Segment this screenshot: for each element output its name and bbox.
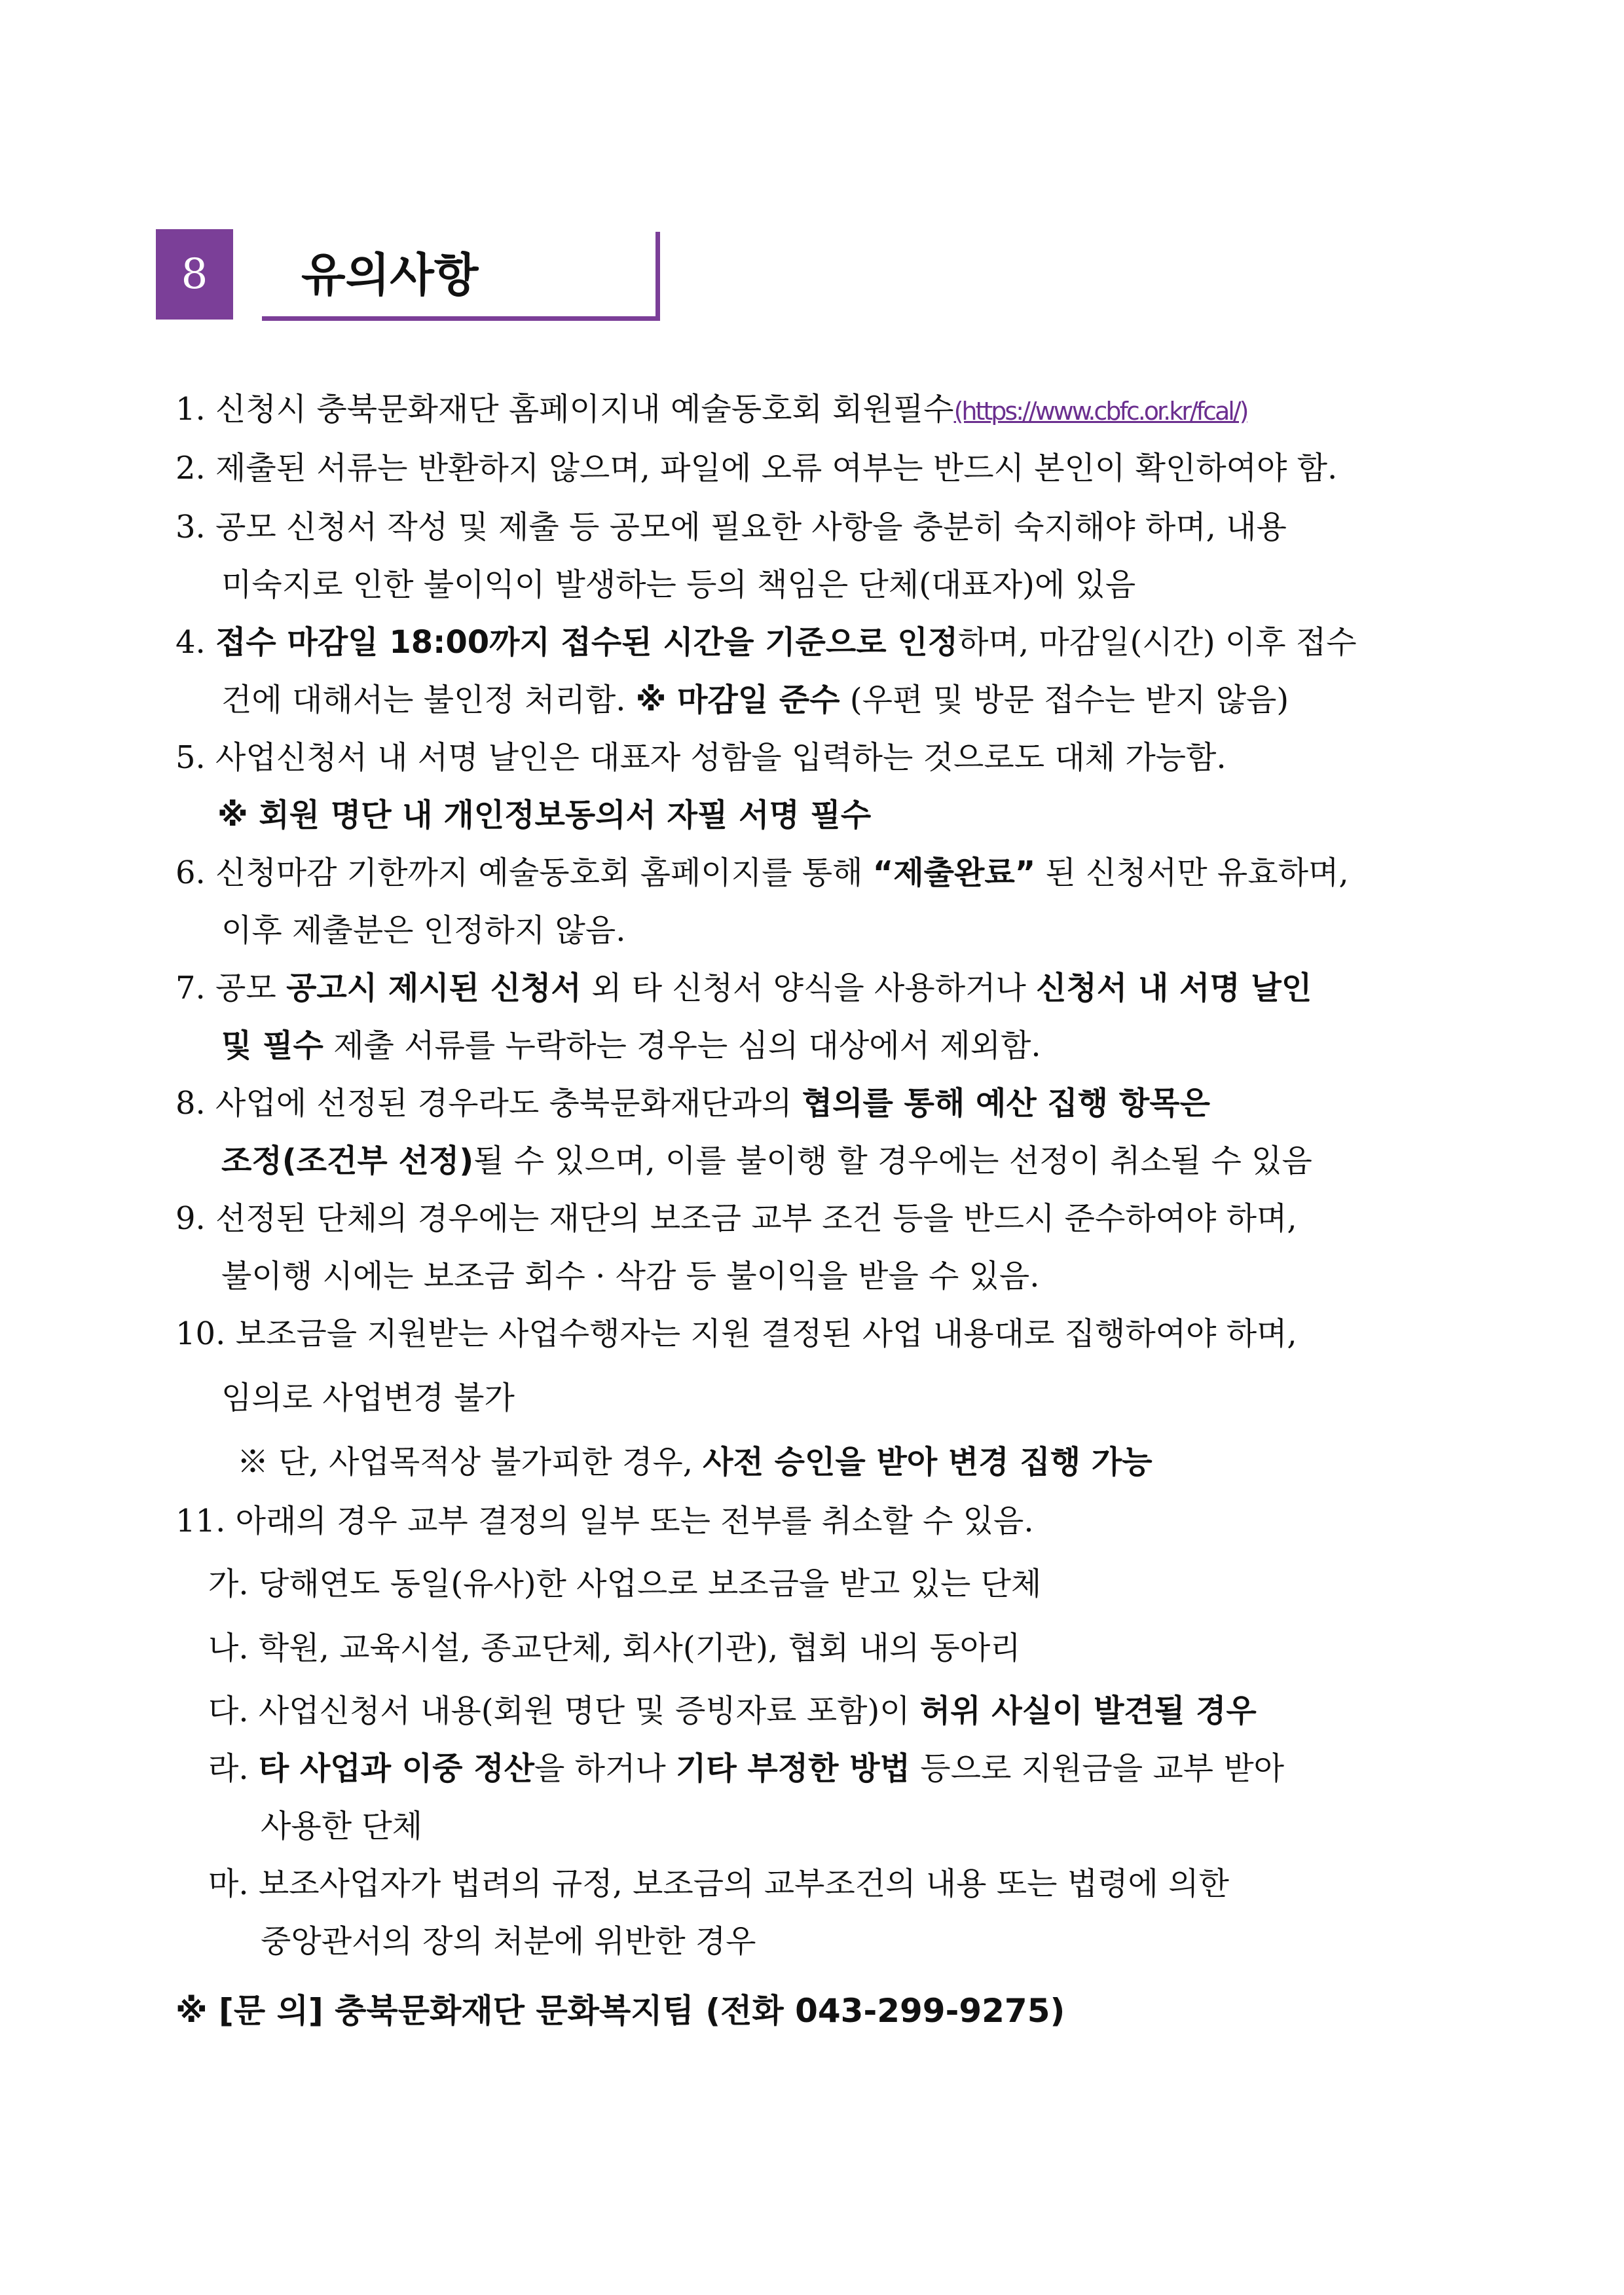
item-text: 7. 공모	[175, 970, 287, 1006]
list-item-2: 2. 제출된 서류는 반환하지 않으며, 파일에 오류 여부는 반드시 본인이 확인하여야 함.	[175, 450, 1338, 487]
emphasis-conditional: 조정(조건부 선정)	[221, 1143, 474, 1179]
contact-info: ※ [문 의] 충북문화재단 문화복지팀 (전화 043-299-9275)	[175, 1992, 1065, 2030]
item-text: 1. 신청시 충북문화재단 홈페이지내 예술동호회 회원필수	[175, 391, 954, 428]
list-item-9-line-1: 9. 선정된 단체의 경우에는 재단의 보조금 교부 조건 등을 반드시 준수하여야 하며,	[175, 1200, 1297, 1237]
sub-item-ra-line-1	[208, 1746, 1284, 1791]
list-item-9-line-2: 불이행 시에는 보조금 회수 · 삭감 등 불이익을 받을 수 있음.	[221, 1258, 1040, 1294]
sub-item-da	[208, 1688, 1257, 1734]
item-text: 을 하거나	[534, 1750, 676, 1787]
list-item-6-line-1	[175, 850, 1349, 896]
item-text: 등으로 지원금을 교부 받아	[910, 1750, 1285, 1787]
list-item-10-note	[237, 1439, 1153, 1485]
item-text: 다. 사업신청서 내용(회원 명단 및 증빙자료 포함)이	[208, 1693, 920, 1729]
item-number: 4.	[175, 624, 216, 661]
item-text: 외 타 신청서 양식을 사용하거나	[581, 970, 1037, 1006]
sub-item-ra-line-2: 사용한 단체	[261, 1808, 423, 1845]
item-text: 될 수 있으며, 이를 불이행 할 경우에는 선정이 취소될 수 있음	[473, 1143, 1312, 1179]
item-text: ※ 단, 사업목적상 불가피한 경우,	[237, 1444, 703, 1480]
section-number-badge	[156, 229, 233, 320]
list-item-6-line-2: 이후 제출분은 인정하지 않음.	[221, 912, 626, 949]
emphasis-signature: 신청서 내 서명 날인	[1036, 970, 1312, 1006]
list-item-5-line-1: 5. 사업신청서 내 서명 날인은 대표자 성함을 입력하는 것으로도 대체 가능함.	[175, 739, 1227, 776]
homepage-link[interactable]: (https://www.cbfc.or.kr/fcal/)	[953, 397, 1247, 426]
emphasis-prior-approval: 사전 승인을 받아 변경 집행 가능	[703, 1444, 1153, 1480]
list-item-7-line-1	[175, 965, 1312, 1011]
item-text: 6. 신청마감 기한까지 예술동호회 홈페이지를 통해	[175, 854, 873, 891]
emphasis-required: 및 필수	[221, 1027, 323, 1064]
list-item-8-line-1	[175, 1080, 1210, 1126]
emphasis-budget: 협의를 통해 예산 집행 항목은	[802, 1085, 1210, 1122]
emphasis-improper-method: 기타 부정한 방법	[675, 1750, 910, 1787]
emphasis-false-facts: 허위 사실이 발견될 경우	[919, 1693, 1257, 1729]
item-text: 제출 서류를 누락하는 경우는 심의 대상에서 제외함.	[323, 1027, 1041, 1064]
item-text: (우편 및 방문 접수는 받지 않음)	[840, 682, 1289, 718]
list-item-8-line-2	[221, 1138, 1312, 1184]
item-text: 하며, 마감일(시간) 이후 접수	[958, 624, 1357, 661]
sub-item-na: 나. 학원, 교육시설, 종교단체, 회사(기관), 협회 내의 동아리	[208, 1630, 1021, 1666]
section-number: 8	[181, 250, 208, 299]
item-text: 8. 사업에 선정된 경우라도 충북문화재단과의	[175, 1085, 802, 1122]
list-item-3-line-1: 3. 공모 신청서 작성 및 제출 등 공모에 필요한 사항을 충분히 숙지해야 하며, 내용	[175, 509, 1287, 545]
item-text: 된 신청서만 유효하며,	[1035, 854, 1349, 891]
emphasis-deadline-note: ※ 마감일 준수	[635, 682, 840, 718]
emphasis-double-settlement: 타 사업과 이중 정산	[258, 1750, 534, 1787]
sub-item-ma-line-2: 중앙관서의 장의 처분에 위반한 경우	[261, 1923, 756, 1960]
emphasis-submit-complete: “제출완료”	[872, 854, 1036, 891]
list-item-3-line-2: 미숙지로 인한 불이익이 발생하는 등의 책임은 단체(대표자)에 있음	[221, 566, 1136, 603]
item-text: 건에 대해서는 불인정 처리함.	[221, 682, 636, 718]
list-item-4-line-2	[221, 677, 1289, 723]
list-item-7-line-2	[221, 1023, 1041, 1069]
list-item-11: 11. 아래의 경우 교부 결정의 일부 또는 전부를 취소할 수 있음.	[175, 1503, 1034, 1539]
emphasis-deadline: 접수 마감일 18:00까지 접수된 시간을 기준으로 인정	[215, 624, 959, 661]
section-title: 유의사항	[301, 248, 479, 302]
item-text: 라.	[208, 1750, 259, 1787]
list-item-5-note: ※ 회원 명단 내 개인정보동의서 자필 서명 필수	[217, 797, 872, 834]
list-item-10-line-2: 임의로 사업변경 불가	[221, 1380, 515, 1416]
sub-item-ma-line-1: 마. 보조사업자가 법려의 규정, 보조금의 교부조건의 내용 또는 법령에 의한	[208, 1865, 1229, 1902]
list-item-1	[175, 386, 1247, 434]
list-item-10-line-1: 10. 보조금을 지원받는 사업수행자는 지원 결정된 사업 내용대로 집행하여야 하며,	[175, 1315, 1297, 1352]
list-item-4-line-1	[175, 619, 1357, 665]
sub-item-ga: 가. 당해연도 동일(유사)한 사업으로 보조금을 받고 있는 단체	[208, 1566, 1042, 1602]
emphasis-official-form: 공고시 제시된 신청서	[286, 970, 581, 1006]
